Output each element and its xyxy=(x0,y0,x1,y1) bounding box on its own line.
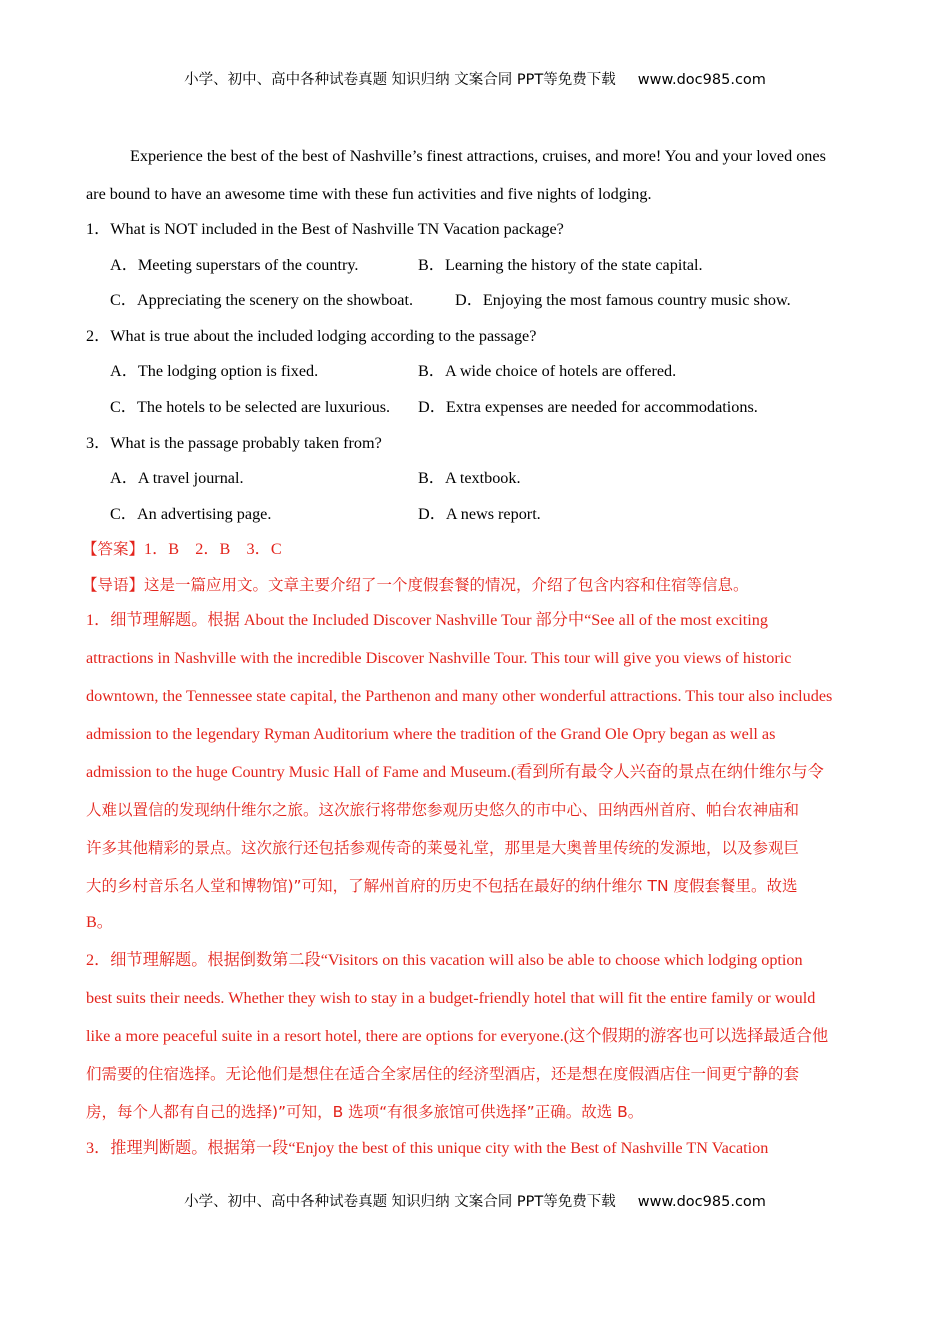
explanation-3-line: 3．推理判断题。根据第一段“Enjoy the best of this unique city with the Best of Nashville TN Vacation xyxy=(86,1139,769,1157)
question-1-stem: 1．What is NOT included in the Best of Nashville TN Vacation package? xyxy=(86,220,564,238)
question-1-option-d: D．Enjoying the most famous country music show. xyxy=(455,291,791,309)
answer-label: 【答案】 xyxy=(82,540,145,558)
page-footer xyxy=(0,1190,950,1211)
explanation-2-line: 们需要的住宿选择。无论他们是想住在适合全家居住的经济型酒店，还是想在度假酒店住一间更宁静的套 xyxy=(86,1065,800,1083)
header-text: 小学、初中、高中各种试卷真题 知识归纳 文案合同 PPT等免费下载 xyxy=(184,72,616,88)
intro-line-2: are bound to have an awesome time with these fun activities and five nights of lodging. xyxy=(86,185,652,203)
explanation-2-line: 房，每个人都有自己的选择)”可知，B 选项“有很多旅馆可供选择”正确。故选 B。 xyxy=(86,1103,644,1121)
explanation-1-line: admission to the legendary Ryman Auditorium where the tradition of the Grand Ole Opry began as well as xyxy=(86,725,776,743)
guide-line xyxy=(82,575,749,595)
question-1-option-b: B．Learning the history of the state capital. xyxy=(418,256,703,274)
explanation-1-line: 许多其他精彩的景点。这次旅行还包括参观传奇的莱曼礼堂，那里是大奥普里传统的发源地，以及参观巨 xyxy=(86,839,800,857)
explanation-1-line: 人难以置信的发现纳什维尔之旅。这次旅行将带您参观历史悠久的市中心、田纳西州首府、帕台农神庙和 xyxy=(86,801,800,819)
question-2-option-d: D．Extra expenses are needed for accommodations. xyxy=(418,398,758,416)
answer-text: 1．B 2．B 3．C xyxy=(144,540,282,558)
explanation-1-line: B。 xyxy=(86,913,113,931)
question-3-option-c: C．An advertising page. xyxy=(110,505,272,523)
guide-text: 这是一篇应用文。文章主要介绍了一个度假套餐的情况，介绍了包含内容和住宿等信息。 xyxy=(144,576,749,594)
explanation-2-line: 2．细节理解题。根据倒数第二段“Visitors on this vacation will also be able to choose which lodging option xyxy=(86,951,803,969)
explanation-1-line: admission to the huge Country Music Hall of Fame and Museum.(看到所有最令人兴奋的景点在纳什维尔与令 xyxy=(86,763,824,781)
page-header xyxy=(0,68,950,89)
question-3-stem: 3．What is the passage probably taken from? xyxy=(86,434,382,452)
question-3-option-a: A．A travel journal. xyxy=(110,469,244,487)
explanation-1-line: 1．细节理解题。根据 About the Included Discover Nashville Tour 部分中“See all of the most exciting xyxy=(86,611,768,629)
footer-text: 小学、初中、高中各种试卷真题 知识归纳 文案合同 PPT等免费下载 xyxy=(184,1194,616,1210)
explanation-2-line: like a more peaceful suite in a resort hotel, there are options for everyone.(这个假期的游客也可以选择最适合他 xyxy=(86,1027,829,1045)
question-2-option-c: C．The hotels to be selected are luxurious. xyxy=(110,398,391,416)
header-url-link[interactable]: www.doc985.com xyxy=(637,72,766,88)
intro-line-1: Experience the best of the best of Nashville’s finest attractions, cruises, and more! You and your loved ones xyxy=(130,147,826,165)
answer-line xyxy=(82,539,282,559)
question-2-stem: 2．What is true about the included lodging according to the passage? xyxy=(86,327,537,345)
question-2-option-a: A．The lodging option is fixed. xyxy=(110,362,319,380)
explanation-2-line: best suits their needs. Whether they wish to stay in a budget-friendly hotel that will fit the entire family or would xyxy=(86,989,816,1007)
explanation-1-line: 大的乡村音乐名人堂和博物馆)”可知，了解州首府的历史不包括在最好的纳什维尔 TN 度假套餐里。故选 xyxy=(86,877,798,895)
question-1-option-c: C．Appreciating the scenery on the showboat. xyxy=(110,291,413,309)
explanation-1-line: attractions in Nashville with the incredible Discover Nashville Tour. This tour will give you views of historic xyxy=(86,649,792,667)
footer-url-link[interactable]: www.doc985.com xyxy=(637,1194,766,1210)
question-2-option-b: B．A wide choice of hotels are offered. xyxy=(418,362,677,380)
guide-label: 【导语】 xyxy=(82,576,145,594)
explanation-1-line: downtown, the Tennessee state capital, the Parthenon and many other wonderful attractions. This tour also includes xyxy=(86,687,833,705)
question-1-option-a: A．Meeting superstars of the country. xyxy=(110,256,359,274)
question-3-option-d: D．A news report. xyxy=(418,505,541,523)
question-3-option-b: B．A textbook. xyxy=(418,469,521,487)
